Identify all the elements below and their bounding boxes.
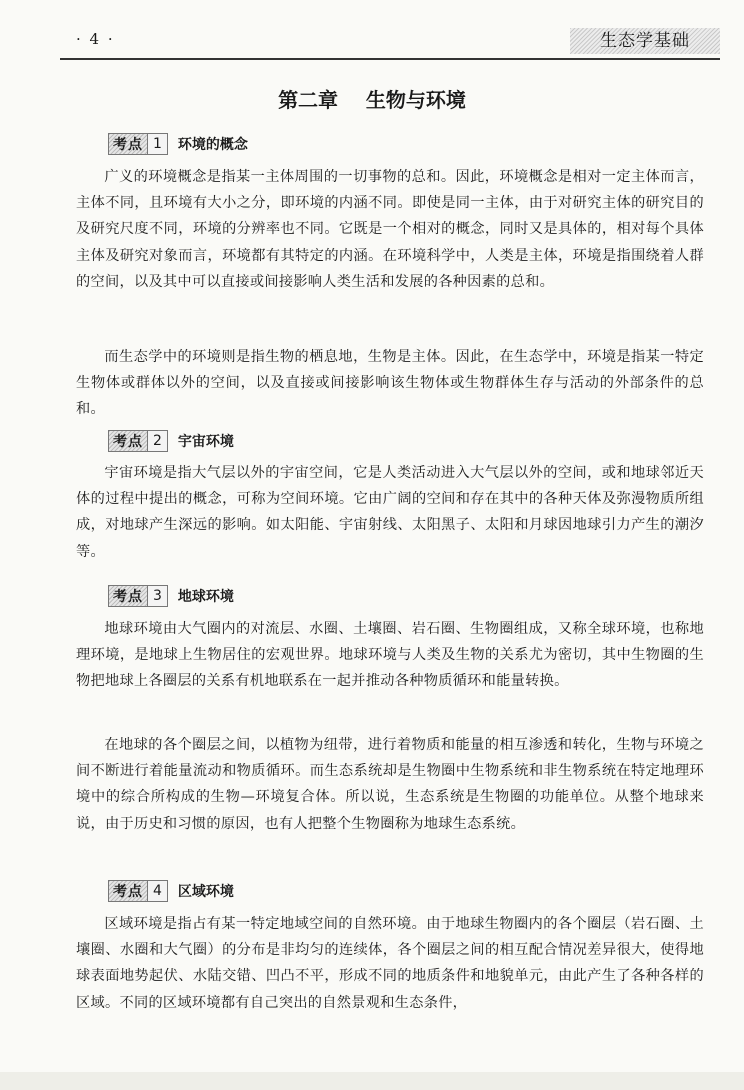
badge-number: 2 — [147, 431, 167, 451]
badge-number: 4 — [147, 881, 167, 901]
kaodian-badge — [108, 880, 168, 902]
paragraph: 在地球的各个圈层之间，以植物为纽带，进行着物质和能量的相互渗透和转化，生物与环境之间不断进行着能量流动和物质循环。而生态系统却是生物圈中生物系统和非生物系统在特定地理环境中的综合所构成的生物—环境复合体。所以说，生态系统是生物圈的功能单位。从整个地球来说，由于历史和习惯的原因，也有人把整个生物圈称为地球生态系统。 — [76, 737, 704, 832]
section-title: 区域环境 — [177, 884, 234, 900]
section-title: 环境的概念 — [177, 137, 248, 153]
paragraph: 区域环境是指占有某一特定地域空间的自然环境。由于地球生物圈内的各个圈层（岩石圈、土壤圈、水圈和大气圈）的分布是非均匀的连续体，各个圈层之间的相互配合情况差异很大，使得地球表面地势起伏、水陆交错、凹凸不平，形成不同的地质条件和地貌单元，由此产生了各种各样的区域。不同的区域环境都有自己突出的自然景观和生态条件， — [76, 916, 704, 1011]
book-title-banner — [570, 28, 720, 54]
section-heading-2 — [108, 430, 234, 452]
paragraph: 宇宙环境是指大气层以外的宇宙空间，它是人类活动进入大气层以外的空间，或和地球邻近天体的过程中提出的概念，可称为空间环境。它由广阔的空间和存在其中的各种天体及弥漫物质所组成，对地球产生深远的影响。如太阳能、宇宙射线、太阳黑子、太阳和月球因地球引力产生的潮汐等。 — [76, 465, 704, 560]
section-heading-1 — [108, 133, 248, 155]
paragraph: 地球环境由大气圈内的对流层、水圈、土壤圈、岩石圈、生物圈组成，又称全球环境，也称地理环境，是地球上生物居住的宏观世界。地球环境与人类及生物的关系尤为密切，其中生物圈的生物把地球上各圈层的关系有机地联系在一起并推动各种物质循环和能量转换。 — [76, 621, 704, 690]
kaodian-badge — [108, 585, 168, 607]
kaodian-badge — [108, 430, 168, 452]
header-divider — [60, 58, 720, 60]
page-header — [60, 22, 720, 56]
paragraph: 广义的环境概念是指某一主体周围的一切事物的总和。因此，环境概念是相对一定主体而言，主体不同，且环境有大小之分，即环境的内涵不同。即使是同一主体，由于对研究主体的研究目的及研究尺度不同，环境的分辨率也不同。它既是一个相对的概念，同时又是具体的，相对每个具体主体及研究对象而言，环境都有其特定的内涵。在环境科学中，人类是主体，环境是指围绕着人群的空间，以及其中可以直接或间接影响人类生活和发展的各种因素的总和。 — [76, 169, 704, 290]
badge-label: 考点 — [113, 137, 143, 153]
book-title: 生态学基础 — [600, 31, 690, 51]
badge-label: 考点 — [113, 884, 143, 900]
section-heading-3 — [108, 585, 234, 607]
badge-number: 3 — [147, 586, 167, 606]
section-title: 地球环境 — [177, 589, 234, 605]
section-title: 宇宙环境 — [177, 434, 234, 450]
badge-label: 考点 — [113, 589, 143, 605]
page-bottom-edge — [0, 1072, 744, 1090]
badge-number: 1 — [147, 134, 167, 154]
page-number: · 4 · — [76, 30, 115, 48]
paragraph: 而生态学中的环境则是指生物的栖息地，生物是主体。因此，在生态学中，环境是指某一特定生物体或群体以外的空间，以及直接或间接影响该生物体或生物群体生存与活动的外部条件的总和。 — [76, 349, 704, 418]
kaodian-badge — [108, 133, 168, 155]
badge-label: 考点 — [113, 434, 143, 450]
chapter-title: 第二章 生物与环境 — [278, 88, 466, 112]
section-heading-4 — [108, 880, 234, 902]
